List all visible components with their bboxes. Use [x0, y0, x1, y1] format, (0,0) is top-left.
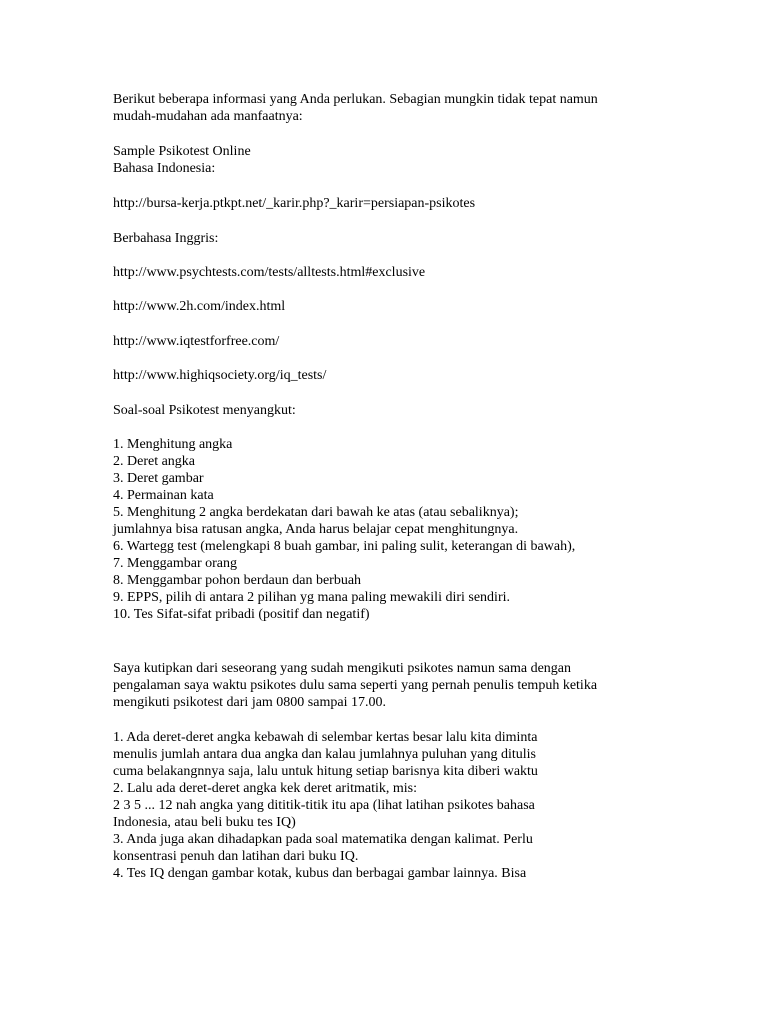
quote-line: Saya kutipkan dari seseorang yang sudah mengikuti psikotes namun sama dengan — [113, 661, 572, 676]
intro-paragraph — [113, 91, 598, 125]
quote-intro — [113, 660, 597, 711]
link-english — [113, 264, 425, 281]
list-item: 2. Deret angka — [113, 454, 196, 469]
quote-line: pengalaman saya waktu psikotes dulu sama seperti yang pernah penulis tempuh ketika — [113, 678, 598, 693]
list-item: 6. Wartegg test (melengkapi 8 buah gambar, ini paling sulit, keterangan di bawah), — [113, 539, 576, 554]
url-text: http://www.iqtestforfree.com/ — [113, 334, 280, 349]
sample-heading-line: Bahasa Indonesia: — [113, 161, 216, 176]
english-heading-text: Berbahasa Inggris: — [113, 231, 219, 246]
sample-heading-line: Sample Psikotest Online — [113, 144, 251, 159]
list-item: 3. Anda juga akan dihadapkan pada soal matematika dengan kalimat. Perlu — [113, 832, 533, 847]
topics-list — [113, 436, 575, 623]
intro-line: mudah-mudahan ada manfaatnya: — [113, 109, 303, 124]
list-item: 2. Lalu ada deret-deret angka kek deret aritmatik, mis: — [113, 781, 417, 796]
list-item: jumlahnya bisa ratusan angka, Anda harus belajar cepat menghitungnya. — [113, 522, 519, 537]
quote-line: mengikuti psikotest dari jam 0800 sampai 17.00. — [113, 695, 386, 710]
list-item: 10. Tes Sifat-sifat pribadi (positif dan negatif) — [113, 607, 370, 622]
topics-heading-text: Soal-soal Psikotest menyangkut: — [113, 403, 296, 418]
url-text: http://www.psychtests.com/tests/alltests.html#exclusive — [113, 265, 426, 280]
list-item: 7. Menggambar orang — [113, 556, 238, 571]
list-item: 9. EPPS, pilih di antara 2 pilihan yg mana paling mewakili diri sendiri. — [113, 590, 510, 605]
list-item: 3. Deret gambar — [113, 471, 204, 486]
link-english — [113, 298, 285, 315]
url-text: http://bursa-kerja.ptkpt.net/_karir.php?_karir=persiapan-psikotes — [113, 196, 476, 211]
topics-heading — [113, 402, 296, 419]
list-item: 8. Menggambar pohon berdaun dan berbuah — [113, 573, 362, 588]
url-text: http://www.2h.com/index.html — [113, 299, 286, 314]
list-item: konsentrasi penuh dan latihan dari buku IQ. — [113, 849, 359, 864]
experience-list — [113, 729, 538, 882]
list-item: Indonesia, atau beli buku tes IQ) — [113, 815, 296, 830]
list-item: 1. Ada deret-deret angka kebawah di selembar kertas besar lalu kita diminta — [113, 730, 538, 745]
sample-heading — [113, 143, 251, 177]
link-english — [113, 333, 279, 350]
intro-line: Berikut beberapa informasi yang Anda perlukan. Sebagian mungkin tidak tepat namun — [113, 92, 598, 107]
list-item: 2 3 5 ... 12 nah angka yang dititik-titik itu apa (lihat latihan psikotes bahasa — [113, 798, 535, 813]
list-item: cuma belakangnnya saja, lalu untuk hitung setiap barisnya kita diberi waktu — [113, 764, 538, 779]
list-item: 1. Menghitung angka — [113, 437, 233, 452]
url-text: http://www.highiqsociety.org/iq_tests/ — [113, 368, 327, 383]
link-indonesia — [113, 195, 475, 212]
list-item: menulis jumlah antara dua angka dan kalau jumlahnya puluhan yang ditulis — [113, 747, 537, 762]
list-item: 4. Permainan kata — [113, 488, 214, 503]
link-english — [113, 367, 326, 384]
english-heading — [113, 230, 218, 247]
list-item: 5. Menghitung 2 angka berdekatan dari bawah ke atas (atau sebaliknya); — [113, 505, 519, 520]
list-item: 4. Tes IQ dengan gambar kotak, kubus dan berbagai gambar lainnya. Bisa — [113, 866, 527, 881]
